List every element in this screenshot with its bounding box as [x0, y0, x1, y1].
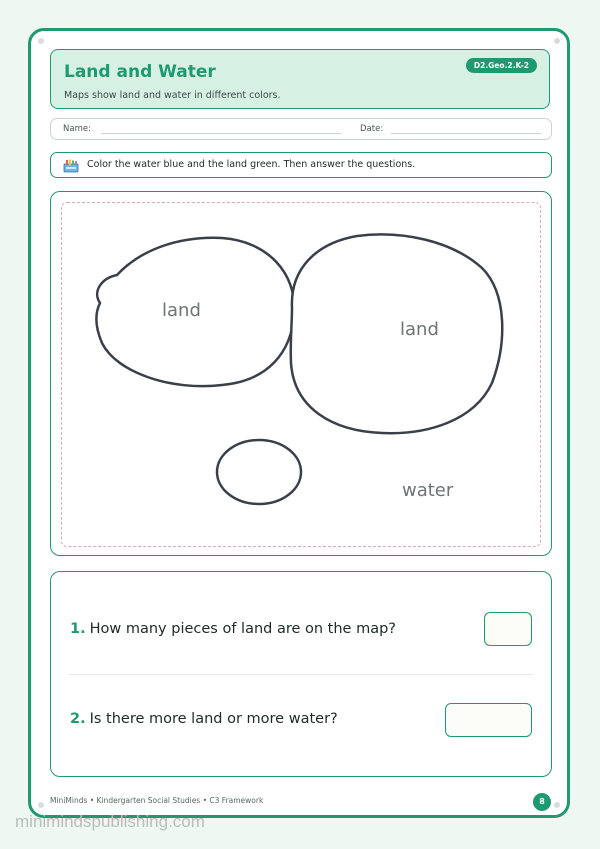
question-divider [69, 674, 533, 675]
question-number: 1. [70, 621, 86, 637]
question-text: Is there more land or more water? [89, 711, 338, 727]
page-title: Land and Water [64, 62, 216, 82]
date-field[interactable] [391, 133, 541, 134]
question-1 [70, 621, 396, 637]
answer-box-1[interactable] [484, 612, 532, 646]
standard-code-badge: D2.Geo.2.K-2 [466, 58, 537, 73]
corner-dot [554, 38, 560, 44]
corner-dot [554, 802, 560, 808]
map-drawing [62, 203, 542, 548]
map-label-land-right: land [400, 319, 439, 340]
name-field[interactable] [101, 133, 341, 134]
map-area [50, 191, 552, 556]
header-banner [50, 49, 550, 109]
map-label-land-left: land [162, 300, 201, 321]
page-subtitle: Maps show land and water in different colors. [64, 90, 281, 101]
instruction-text: Color the water blue and the land green. Then answer the questions. [87, 159, 416, 170]
date-label: Date: [360, 124, 384, 134]
footer-text: MiniMinds • Kindergarten Social Studies • C3 Framework [50, 796, 264, 805]
page-number-badge: 8 [533, 793, 551, 811]
question-2 [70, 711, 338, 727]
name-label: Name: [63, 124, 91, 134]
crayon-box-icon [63, 158, 79, 177]
name-date-row [50, 118, 552, 140]
worksheet-page [28, 28, 570, 818]
questions-section [50, 571, 552, 777]
question-text: How many pieces of land are on the map? [89, 621, 396, 637]
land-shape-small[interactable] [217, 440, 301, 504]
map-frame [61, 202, 541, 547]
instruction-bar [50, 152, 552, 178]
question-number: 2. [70, 711, 86, 727]
corner-dot [38, 802, 44, 808]
answer-box-2[interactable] [445, 703, 532, 737]
map-label-water: water [402, 480, 454, 501]
land-shape-right[interactable] [291, 234, 503, 433]
publisher-watermark: minimindspublishing.com [15, 812, 205, 831]
corner-dot [38, 38, 44, 44]
